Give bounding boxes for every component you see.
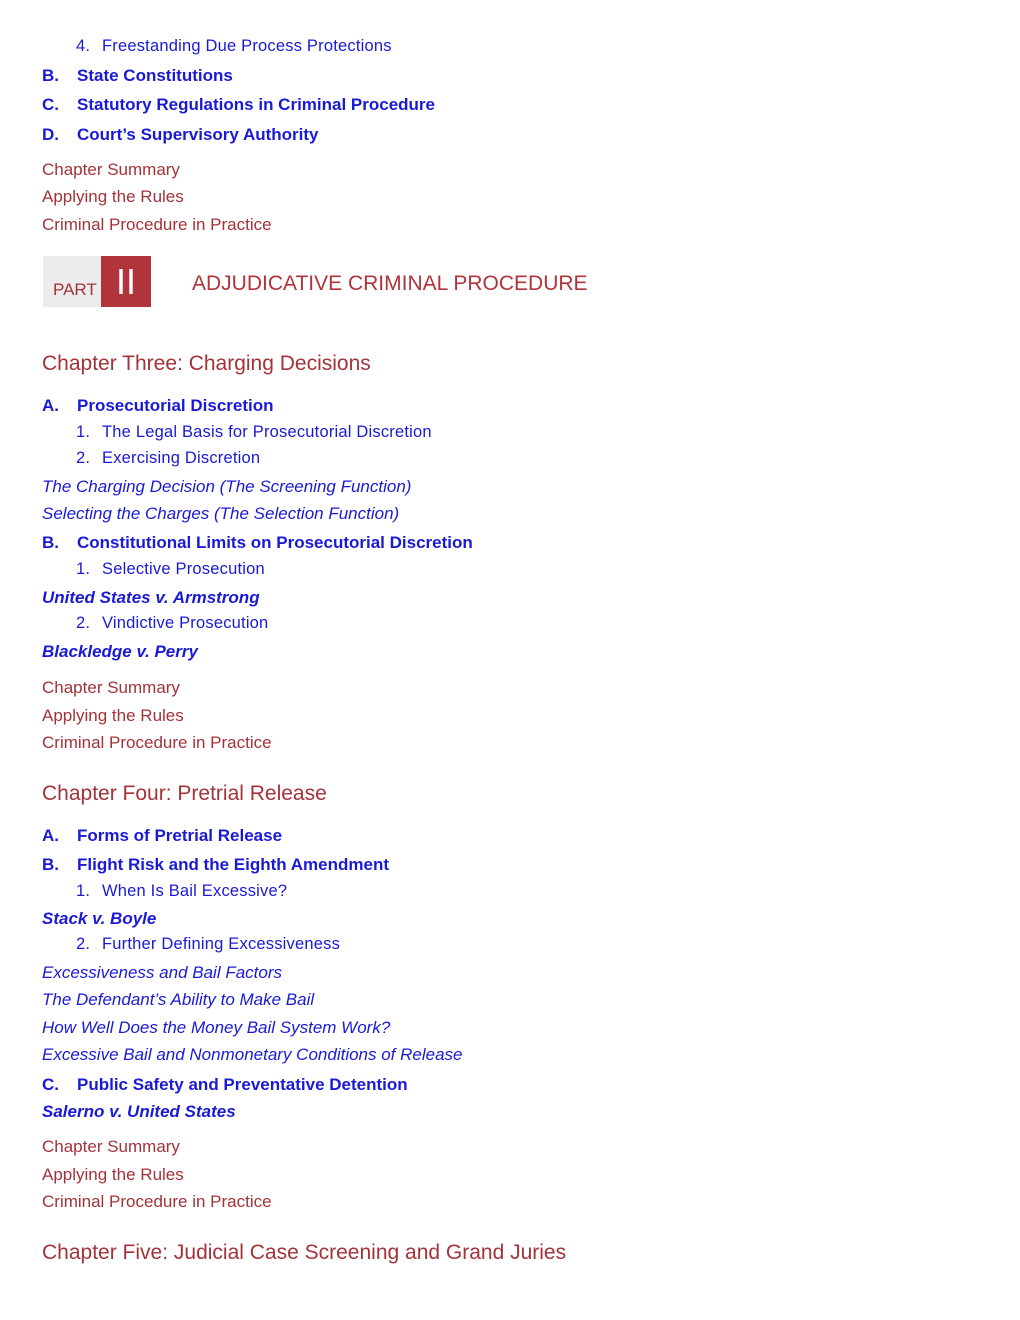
toc-section-forms-of-release[interactable]: [42, 827, 282, 844]
section-letter: D.: [42, 125, 59, 144]
toc-note-ability-to-make-bail[interactable]: The Defendant’s Ability to Make Bail: [42, 990, 315, 1009]
toc-section-prosecutorial-discretion[interactable]: [42, 397, 274, 414]
part-number: II: [115, 260, 136, 302]
item-label: Selective Prosecution: [102, 560, 265, 578]
toc-chapter-five-title[interactable]: Chapter Five: Judicial Case Screening and Grand Juries: [42, 1241, 567, 1264]
section-label: Forms of Pretrial Release: [77, 826, 283, 845]
toc-item-when-is-bail-excessive[interactable]: [42, 883, 287, 900]
toc-section-state-constitutions[interactable]: [42, 67, 233, 84]
toc-item-freestanding-due-process[interactable]: [42, 38, 392, 55]
part-number-box: [101, 256, 151, 307]
item-number: 4.: [76, 37, 91, 55]
toc-item-selective-prosecution[interactable]: [42, 561, 265, 578]
item-label: Vindictive Prosecution: [102, 614, 269, 632]
item-number: 2.: [76, 614, 91, 632]
item-number: 1.: [76, 882, 91, 900]
section-label: Constitutional Limits on Prosecutorial Discretion: [77, 533, 473, 552]
item-number: 1.: [76, 560, 91, 578]
item-label: Freestanding Due Process Protections: [102, 37, 392, 55]
section-label: State Constitutions: [77, 66, 233, 85]
toc-item-vindictive-prosecution[interactable]: [42, 615, 268, 632]
section-letter: C.: [42, 1075, 59, 1094]
toc-chapter-four-title[interactable]: Chapter Four: Pretrial Release: [42, 782, 327, 805]
item-label: Further Defining Excessiveness: [102, 935, 341, 953]
toc-criminal-procedure-in-practice[interactable]: Criminal Procedure in Practice: [42, 733, 272, 752]
toc-criminal-procedure-in-practice[interactable]: Criminal Procedure in Practice: [42, 1192, 272, 1211]
section-letter: B.: [42, 855, 59, 874]
section-label: Court’s Supervisory Authority: [77, 125, 319, 144]
section-letter: C.: [42, 95, 59, 114]
section-letter: A.: [42, 396, 59, 415]
item-label: When Is Bail Excessive?: [102, 882, 288, 900]
toc-chapter-summary[interactable]: Chapter Summary: [42, 160, 180, 179]
toc-note-money-bail-system[interactable]: How Well Does the Money Bail System Work?: [42, 1018, 391, 1037]
toc-note-nonmonetary-conditions[interactable]: Excessive Bail and Nonmonetary Conditions of Release: [42, 1045, 463, 1064]
toc-case-armstrong[interactable]: United States v. Armstrong: [42, 588, 260, 607]
part-label-box: [43, 256, 101, 307]
toc-section-statutory-regulations[interactable]: [42, 96, 435, 113]
section-label: Statutory Regulations in Criminal Procedure: [77, 95, 436, 114]
toc-note-selecting-charges[interactable]: Selecting the Charges (The Selection Function): [42, 504, 400, 523]
item-label: Exercising Discretion: [102, 449, 261, 467]
section-label: Prosecutorial Discretion: [77, 396, 274, 415]
part-banner: [43, 256, 743, 307]
toc-applying-the-rules[interactable]: Applying the Rules: [42, 1165, 184, 1184]
item-number: 2.: [76, 935, 91, 953]
toc-applying-the-rules[interactable]: Applying the Rules: [42, 706, 184, 725]
toc-item-exercising-discretion[interactable]: [42, 450, 260, 467]
toc-item-legal-basis[interactable]: [42, 424, 432, 441]
section-label: Public Safety and Preventative Detention: [77, 1075, 408, 1094]
toc-note-excessiveness-factors[interactable]: Excessiveness and Bail Factors: [42, 963, 282, 982]
toc-section-flight-risk[interactable]: [42, 856, 389, 873]
toc-case-stack-v-boyle[interactable]: Stack v. Boyle: [42, 909, 157, 928]
toc-section-constitutional-limits[interactable]: [42, 534, 473, 551]
part-title[interactable]: ADJUDICATIVE CRIMINAL PROCEDURE: [192, 272, 588, 295]
toc-section-supervisory-authority[interactable]: [42, 126, 319, 143]
item-number: 2.: [76, 449, 91, 467]
item-number: 1.: [76, 423, 91, 441]
part-word: PART: [53, 280, 97, 299]
section-label: Flight Risk and the Eighth Amendment: [77, 855, 389, 874]
section-letter: A.: [42, 826, 59, 845]
toc-case-blackledge[interactable]: Blackledge v. Perry: [42, 642, 198, 661]
toc-applying-the-rules[interactable]: Applying the Rules: [42, 187, 184, 206]
toc-criminal-procedure-in-practice[interactable]: Criminal Procedure in Practice: [42, 215, 272, 234]
toc-item-further-defining[interactable]: [42, 936, 340, 953]
item-label: The Legal Basis for Prosecutorial Discretion: [102, 423, 432, 441]
toc-section-public-safety[interactable]: [42, 1076, 408, 1093]
section-letter: B.: [42, 66, 59, 85]
toc-chapter-three-title[interactable]: Chapter Three: Charging Decisions: [42, 352, 371, 375]
toc-chapter-summary[interactable]: Chapter Summary: [42, 1137, 180, 1156]
toc-note-charging-decision[interactable]: The Charging Decision (The Screening Function): [42, 477, 412, 496]
section-letter: B.: [42, 533, 59, 552]
toc-case-salerno[interactable]: Salerno v. United States: [42, 1102, 236, 1121]
toc-chapter-summary[interactable]: Chapter Summary: [42, 678, 180, 697]
